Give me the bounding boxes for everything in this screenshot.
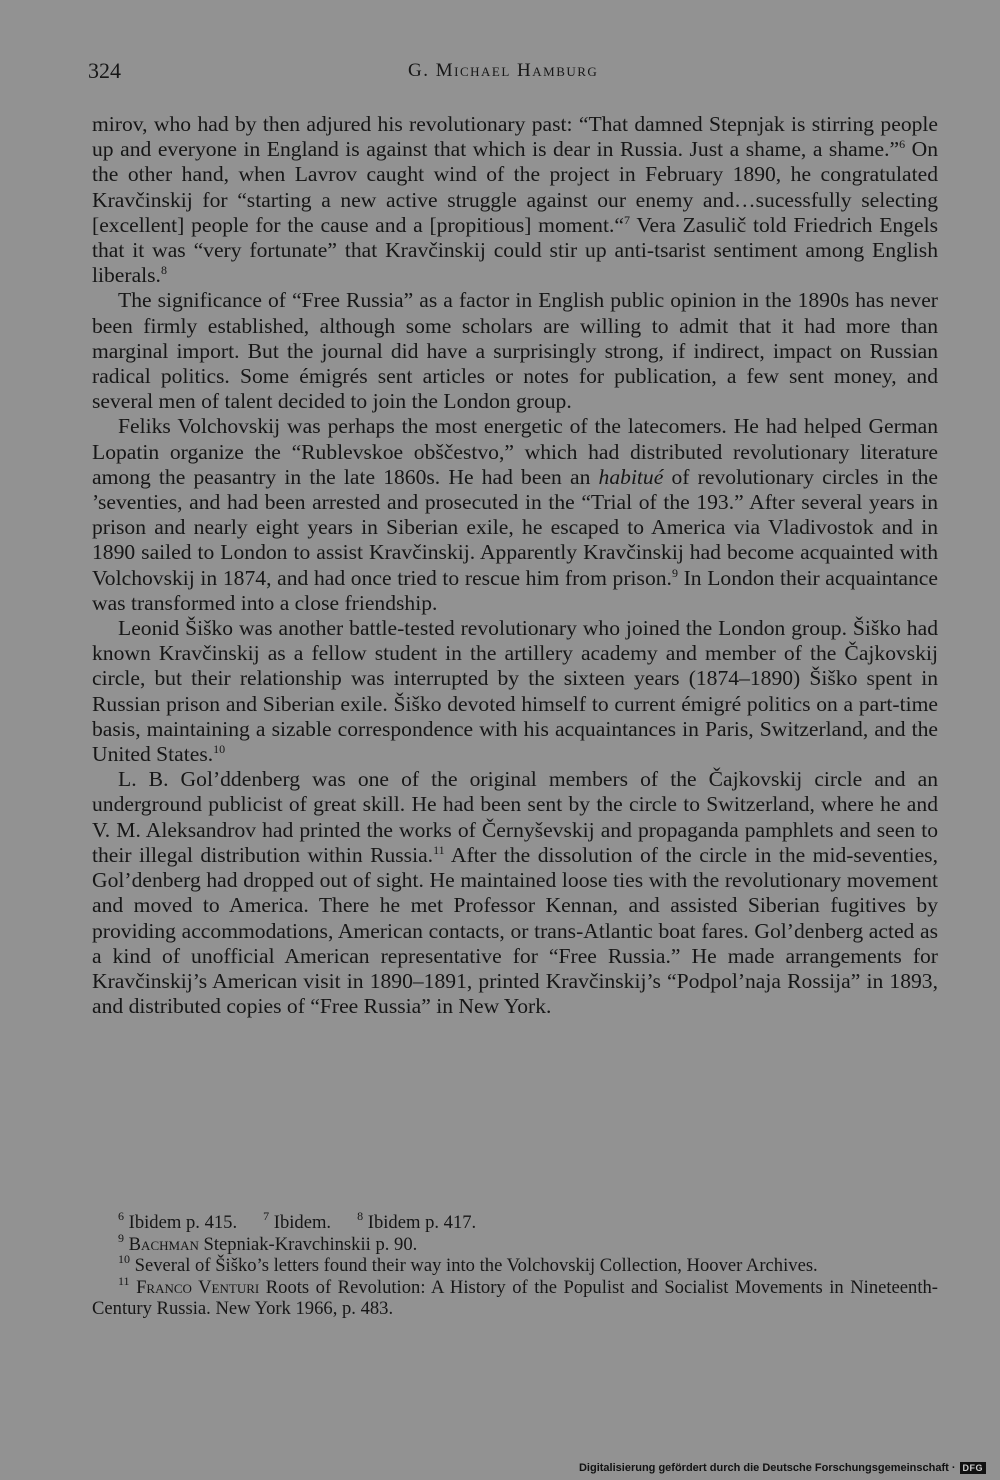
paragraph-5-cont: After the dissolution of the circle in the mid-seventies, Gol’denberg had dropped out of sight. He maintained loose ties with the revolutionary movement and moved to America. There he met Professor Kennan, and assisted Siberian fugitives by providing accommodations, American contacts, or trans-Atlantic boat fares. Gol’denberg acted as a kind of unofficial American representative for “Free Russia.” He made arrangements for Kravčinskij’s American visit in 1890–1891, printed Kravčinskij’s “Podpol’naja Rossija” in 1893, and distributed copies of “Free Russia” in New York.: [92, 842, 938, 1019]
dfg-logo-icon: DFG: [960, 1462, 987, 1474]
paragraph-1-cont2: Vera Zasulič told Friedrich Engels that it was “very fortunate” that Kravčinskij could stir up anti-tsarist sentiment among English liberals.: [92, 212, 938, 288]
digitization-note: Digitalisierung gefördert durch die Deutsche Forschungsgemeinschaft ·: [578, 1462, 956, 1474]
footnote-row-6-8: [92, 1209, 938, 1234]
paragraph-4: [92, 616, 938, 767]
footnote-7-text: Ibidem.: [273, 1212, 332, 1233]
footnote-6: [118, 1209, 238, 1234]
paragraph-1: [92, 112, 938, 288]
paragraph-3: [92, 414, 938, 616]
paragraph-5: [92, 767, 938, 1019]
footnote-8-number: 8: [357, 1209, 364, 1223]
footnote-8: [357, 1209, 477, 1234]
paragraph-3-text: Feliks Volchovskij was perhaps the most energetic of the latecomers. He had helped German Lopatin organize the “Rublevskoe obščestvo,” which had distributed revolutionary literature among the peasantry in the late 1860s. He had been an: [92, 414, 938, 489]
footnotes: [92, 1209, 938, 1320]
paragraph-3-italic: habitué: [598, 464, 664, 489]
paragraph-4-text: Leonid Šiško was another battle-tested revolutionary who joined the London group. Šiško had known Kravčinskij as a fellow student in the artillery academy and member of the Čajkovskij circle, but their relationship was interrupted by the sixteen years (1874–1890) Šiško spent in Russian prison and Siberian exile. Šiško devoted himself to current émigré politics on a part-time basis, maintaining a sizable correspondence with his acquaintances in Paris, Switzerland, and the United States.: [92, 616, 938, 767]
note-ref-9: 9: [671, 565, 678, 580]
footnote-8-text: Ibidem p. 417.: [367, 1212, 477, 1233]
page-header: [88, 58, 940, 88]
note-ref-7: 7: [623, 212, 630, 227]
footnote-9: [92, 1230, 938, 1256]
paragraph-5-text: L. B. Gol’ddenberg was one of the original members of the Čajkovskij circle and an underground publicist of great skill. He had been sent by the circle to Switzerland, where he and V. M. Aleksandrov had printed the works of Černyševskij and propaganda pamphlets and seen to their illegal distribution within Russia.: [92, 767, 938, 867]
note-ref-8: 8: [160, 263, 167, 278]
footnote-7: [263, 1209, 332, 1234]
footnote-9-author: Bachman: [128, 1233, 199, 1255]
footnote-6-number: 6: [118, 1209, 124, 1223]
paragraph-1-cont: On the other hand, when Lavrov caught wind of the project in February 1890, he congratulated Kravčinskij for “starting a new active struggle against our enemy and…sucessfully selecting [excellent] people for the cause and a [propitious] moment.“: [92, 137, 938, 237]
note-ref-6: 6: [899, 137, 906, 152]
footnote-11-author: Franco Venturi: [136, 1276, 260, 1298]
footnote-10-text: Several of Šiško’s letters found their way into the Volchovskij Collection, Hoover Archives.: [134, 1255, 818, 1276]
footnote-9-number: 9: [118, 1230, 124, 1245]
paragraph-3-cont2: In London their acquaintance was transformed into a close friendship.: [92, 565, 938, 615]
running-head: G. Michael Hamburg: [408, 60, 599, 81]
footnote-11-number: 11: [118, 1273, 130, 1288]
page-number: 324: [88, 58, 121, 83]
digitization-footer: [579, 1462, 986, 1474]
body-text: [92, 112, 938, 1019]
footnote-9-text: Stepniak-Kravchinskii p. 90.: [198, 1233, 418, 1255]
note-ref-10: 10: [213, 742, 226, 757]
paragraph-2: The significance of “Free Russia” as a factor in English public opinion in the 1890s has never been firmly established, although some scholars are willing to admit that it had more than marginal import. But the journal did have a surprisingly strong, if indirect, impact on Russian radical politics. Some émigrés sent articles or notes for publication, a few sent money, and several men of talent decided to join the London group.: [92, 288, 938, 414]
footnote-6-text: Ibidem p. 415.: [128, 1212, 238, 1233]
paragraph-1-text: mirov, who had by then adjured his revolutionary past: “That damned Stepnjak is stirring people up and everyone in England is against that which is dear in Russia. Just a shame, a shame.”: [92, 112, 938, 162]
paragraph-3-cont: of revolutionary circles in the ’seventies, and had been arrested and prosecuted in the “Trial of the 193.” After several years in prison and nearly eight years in Siberian exile, he escaped to America via Vladivostok and in 1890 sailed to London to assist Kravčinskij. Apparently Kravčinskij had become acquainted with Volchovskij in 1874, and had once tried to rescue him from prison.: [92, 464, 938, 590]
note-ref-11: 11: [433, 842, 445, 857]
footnote-11-text: Roots of Revolution: A History of the Populist and Socialist Movements in Nineteenth-Century Russia. New York 1966, p. 483.: [92, 1276, 938, 1319]
footnote-11: [92, 1273, 938, 1320]
footnote-10: [92, 1252, 938, 1277]
footnote-10-number: 10: [118, 1252, 130, 1266]
footnote-7-number: 7: [263, 1209, 270, 1223]
